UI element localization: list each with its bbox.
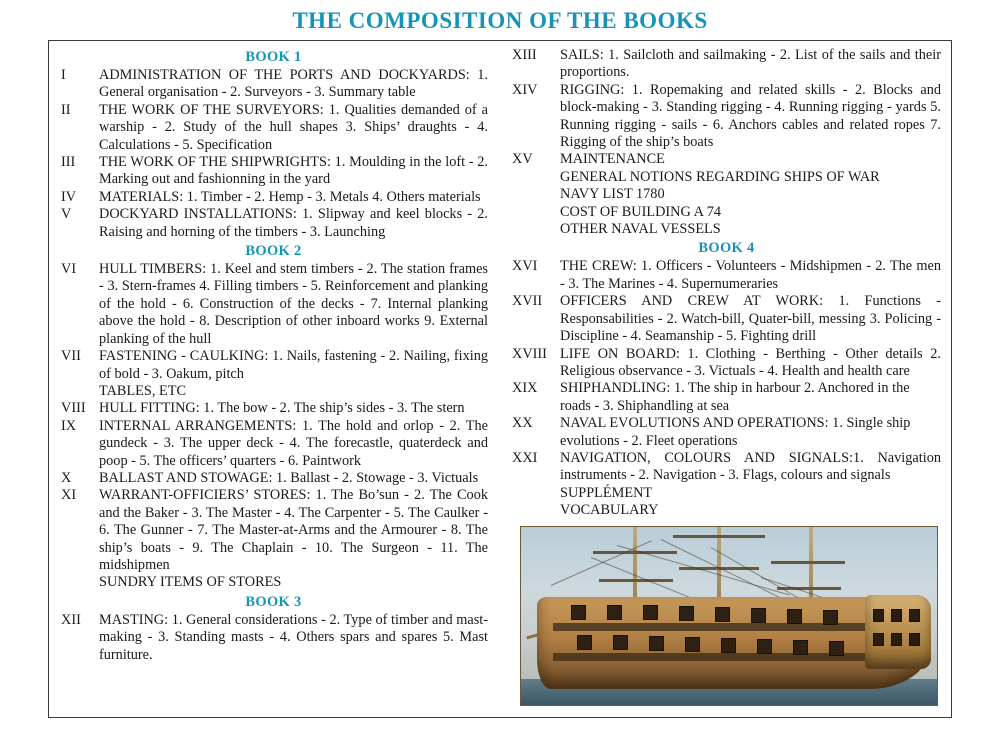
entry-number: V (61, 206, 72, 223)
entry-extra-line: TABLES, ETC (99, 382, 187, 399)
toc-entry (59, 400, 488, 417)
yard-arm (599, 579, 673, 582)
entry-text: NAVIGATION, COLOURS AND SIGNALS:1. Navigation instruments - 2. Navigation - 3. Flags, colours and signals (560, 449, 941, 484)
gun-port (715, 607, 730, 622)
entry-number: XVII (512, 293, 543, 310)
entry-text: LIFE ON BOARD: 1. Clothing - Berthing - Other details 2. Religious observance - 3. Victuals - 4. Health and health care (560, 345, 941, 379)
gun-port (829, 641, 844, 656)
entry-extra-line: SUPPLÉMENT (560, 484, 653, 501)
toc-entry (59, 189, 488, 206)
stern-window (909, 633, 920, 646)
gun-port (607, 605, 622, 620)
entry-number: III (61, 154, 76, 171)
entry-number: XXI (512, 449, 538, 466)
toc-entry (59, 487, 488, 574)
two-column-layout (59, 47, 941, 711)
entry-number: IX (61, 417, 77, 434)
entry-text: DOCKYARD INSTALLATIONS: 1. Slipway and keel blocks - 2. Raising and horning of the timbers - 3. Launching (99, 206, 488, 240)
entry-extra-line: VOCABULARY (560, 502, 659, 519)
entry-number: X (61, 469, 72, 486)
gun-port (793, 640, 808, 655)
stern-window (891, 609, 902, 622)
entry-text: SHIPHANDLING: 1. The ship in harbour 2. Anchored in the roads - 3. Shiphandling at sea (560, 380, 910, 414)
stern-window (891, 633, 902, 646)
entry-text: FASTENING - CAULKING: 1. Nails, fastening - 2. Nailing, fixing of bold - 3. Oakum, pitch (99, 348, 488, 382)
toc-entry (512, 415, 941, 450)
fore-mast (633, 526, 637, 601)
toc-entry (512, 346, 941, 381)
entry-number: XVIII (512, 345, 547, 362)
gun-port (823, 610, 838, 625)
toc-entry (59, 348, 488, 383)
entry-text: ADMINISTRATION OF THE PORTS AND DOCKYARDS: 1. General organisation - 2. Surveyors - 3. Summary table (99, 67, 488, 101)
entry-text: MAINTENANCE (560, 151, 665, 168)
entry-text: THE WORK OF THE SURVEYORS: 1. Qualities demanded of a warship - 2. Study of the hull shapes 3. Ships’ draughts - 4. Calculations - 5. Specification (99, 101, 488, 153)
stern-window (909, 609, 920, 622)
yard-arm (777, 587, 841, 590)
right-column (500, 47, 941, 711)
entry-number: XIV (512, 81, 538, 98)
toc-entry (59, 470, 488, 487)
toc-entry (59, 612, 488, 664)
gun-port (721, 638, 736, 653)
gun-port (787, 609, 802, 624)
toc-entry (512, 82, 941, 152)
ship-stern (865, 595, 931, 669)
stern-window (873, 609, 884, 622)
gun-port (751, 608, 766, 623)
toc-entry (59, 206, 488, 241)
left-column (59, 47, 500, 711)
entry-text: WARRANT-OFFICIERS’ STORES: 1. The Bo’sun - 2. The Cook and the Baker - 3. The Master - 4. The Carpenter - 5. The Caulker - 6. The Gunner - 7. The Master-at-Arms and the Armourer - 8. The ship’s boats - 9. The Chaplain - 10. The Surgeon - 11. The midshipmen (99, 487, 488, 573)
gun-port (577, 635, 592, 650)
entry-number: XI (61, 487, 77, 504)
entry-number: VI (61, 261, 77, 278)
entry-text: BALLAST AND STOWAGE: 1. Ballast - 2. Stowage - 3. Victuals (99, 469, 479, 486)
contents-frame (48, 40, 952, 718)
entry-number: XIII (512, 47, 537, 63)
entry-text: HULL FITTING: 1. The bow - 2. The ship’s sides - 3. The stern (99, 400, 465, 417)
entry-number: XV (512, 151, 533, 168)
gun-port (757, 639, 772, 654)
entry-text: THE CREW: 1. Officers - Volunteers - Midshipmen - 2. The men - 3. The Marines - 4. Supernumeraries (560, 258, 941, 292)
gun-port (571, 605, 586, 620)
book-heading-1: BOOK 1 (245, 49, 302, 65)
gun-port (679, 606, 694, 621)
book-heading-2: BOOK 2 (245, 243, 302, 260)
entry-text: MASTING: 1. General considerations - 2. Type of timber and mast-making - 3. Standing masts - 4. Others spars and spares 5. Mast furniture. (99, 611, 488, 663)
toc-entry (512, 380, 941, 415)
entry-number: IV (61, 188, 77, 205)
yard-arm (771, 561, 845, 564)
gun-port (643, 605, 658, 620)
entry-number: VII (61, 348, 81, 365)
gun-port (613, 635, 628, 650)
entry-text: HULL TIMBERS: 1. Keel and stem timbers - 2. The station frames - 3. Stern-frames 4. Filling timbers - 5. Reinforcement and planking of the hold - 6. Construction of the decks - 7. Internal planking above the hold - 8. Description of other inboard works 9. External planking of the hull (99, 261, 488, 347)
gun-port (685, 637, 700, 652)
toc-entry (59, 261, 488, 348)
toc-entry (59, 418, 488, 470)
gun-port (649, 636, 664, 651)
page-title: THE COMPOSITION OF THE BOOKS (292, 8, 708, 33)
entry-extra-line: OTHER NAVAL VESSELS (560, 221, 721, 238)
entry-number: XVI (512, 258, 538, 275)
entry-extra-line: GENERAL NOTIONS REGARDING SHIPS OF WAR (560, 168, 880, 185)
stern-window (873, 633, 884, 646)
entry-number: VIII (61, 400, 86, 417)
book-heading-4: BOOK 4 (698, 240, 755, 257)
entry-number: XIX (512, 380, 538, 397)
toc-entry (512, 450, 941, 485)
entry-text: INTERNAL ARRANGEMENTS: 1. The hold and orlop - 2. The gundeck - 3. The upper deck - 4. The forecastle, quaterdeck and poop - 5. The officers’ quarters - 6. Paintwork (99, 417, 488, 469)
entry-text: RIGGING: 1. Ropemaking and related skills - 2. Blocks and block-making - 3. Standing rigging - 4. Running rigging - yards 5. Running rigging - sails - 6. Anchors cables and related ropes 7. Rigging of the ship’s boats (560, 81, 941, 151)
entry-text: SAILS: 1. Sailcloth and sailmaking - 2. List of the sails and their proportions. (560, 47, 941, 81)
toc-entry (59, 67, 488, 102)
toc-entry (512, 258, 941, 293)
ship-model-photograph (520, 526, 938, 706)
toc-entry (512, 293, 941, 345)
toc-entry (512, 151, 941, 168)
toc-entry (59, 102, 488, 154)
entry-text: OFFICERS AND CREW AT WORK: 1. Functions - Responsabilities - 2. Watch-bill, Quater-bill, messing 3. Policing - Discipline - 4. Seamanship - 5. Fighting drill (560, 293, 941, 345)
entry-number: I (61, 67, 66, 83)
entry-text: NAVAL EVOLUTIONS AND OPERATIONS: 1. Single ship evolutions - 2. Fleet operations (560, 415, 911, 449)
entry-extra-line: COST OF BUILDING A 74 (560, 203, 721, 220)
book-heading-3: BOOK 3 (245, 593, 302, 610)
toc-entry (512, 47, 941, 82)
entry-extra-line: SUNDRY ITEMS OF STORES (99, 574, 282, 591)
entry-number: XX (512, 415, 533, 432)
entry-extra-line: NAVY LIST 1780 (560, 186, 665, 203)
entry-text: THE WORK OF THE SHIPWRIGHTS: 1. Moulding in the loft - 2. Marking out and fashionning in the yard (99, 154, 488, 188)
entry-number: II (61, 101, 71, 118)
yard-arm (673, 535, 765, 538)
entry-number: XII (61, 611, 81, 628)
toc-entry (59, 154, 488, 189)
entry-text: MATERIALS: 1. Timber - 2. Hemp - 3. Metals 4. Others materials (99, 188, 481, 205)
